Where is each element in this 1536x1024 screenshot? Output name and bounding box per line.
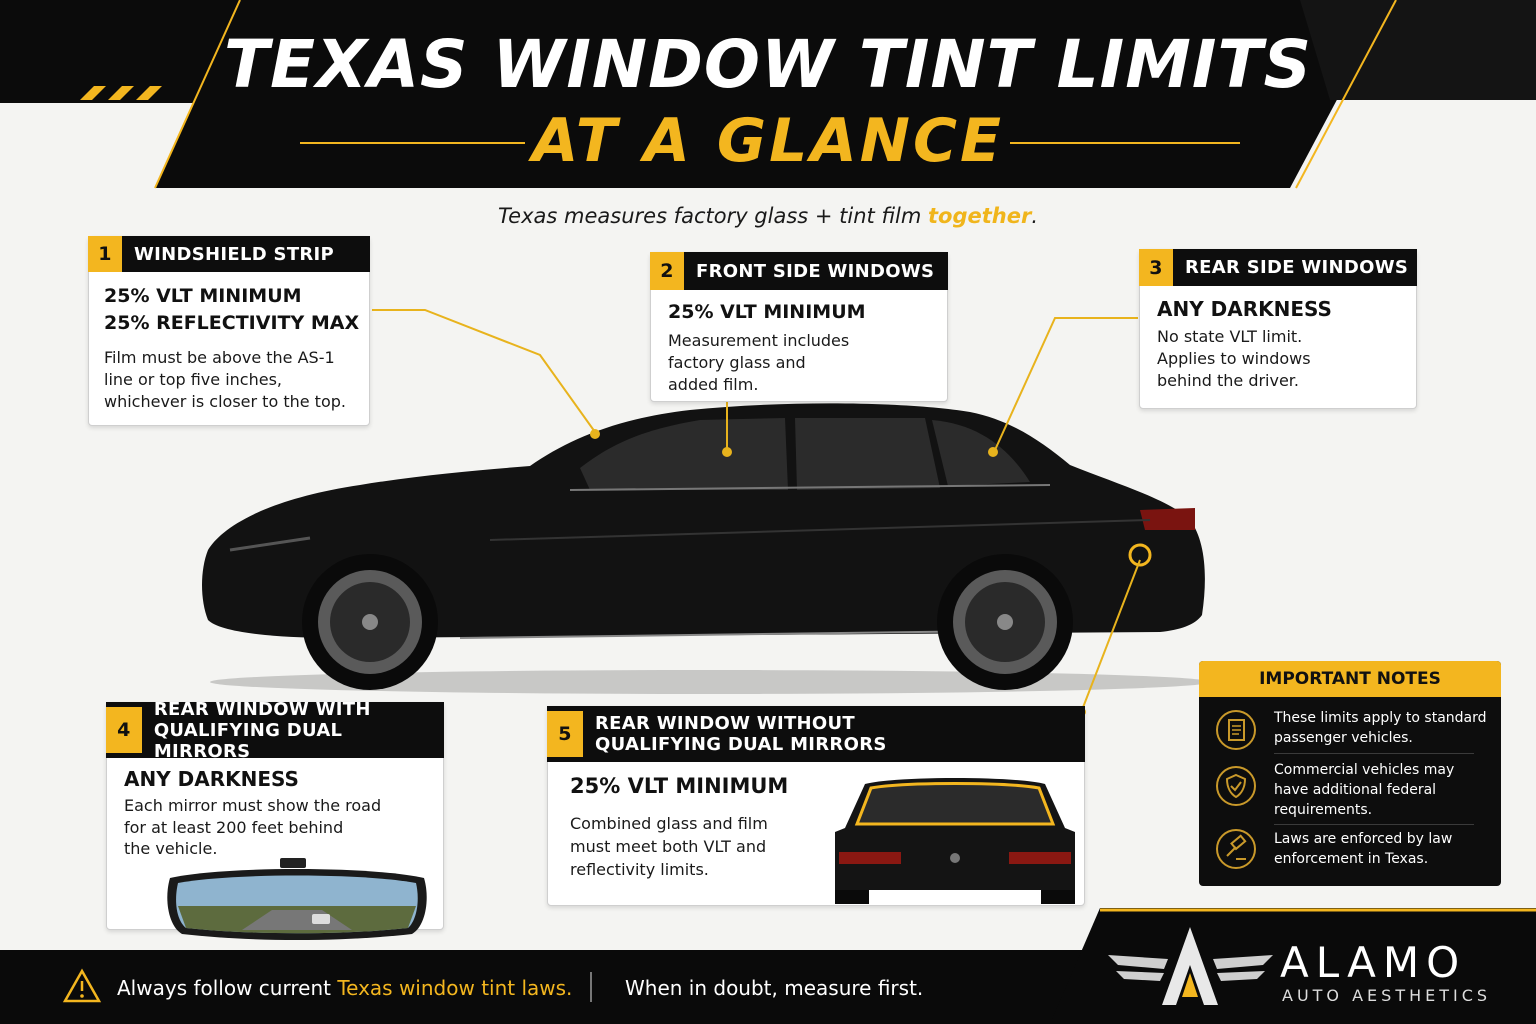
card-1-body-line: whichever is closer to the top. [104, 392, 346, 411]
subtitle-highlight: together [928, 204, 1032, 228]
card-5-number: 5 [547, 711, 583, 757]
card-3-body-line: No state VLT limit. [1157, 327, 1303, 346]
card-5-header [547, 706, 1085, 762]
subtitle-end: . [1031, 204, 1039, 228]
page-title: TEXAS WINDOW TINT LIMITS [223, 26, 1313, 103]
card-5-body-line: reflectivity limits. [570, 860, 709, 879]
card-2-vlt: 25% VLT MINIMUM [668, 301, 866, 323]
note-divider [1274, 753, 1474, 754]
card-4-body-line: the vehicle. [124, 839, 218, 858]
card-4-heading-line: QUALIFYING DUAL MIRRORS [153, 719, 343, 762]
subtitle [0, 204, 1536, 228]
card-5-vlt: 25% VLT MINIMUM [570, 774, 789, 798]
card-4-body [124, 795, 424, 860]
page-subtitle-heading: AT A GLANCE [532, 106, 1004, 176]
card-4-darkness: ANY DARKNESS [124, 767, 299, 791]
warning-icon [62, 968, 102, 1004]
card-5-body-line: must meet both VLT and [570, 837, 767, 856]
card-2-body-line: added film. [668, 375, 759, 394]
important-notes-title: IMPORTANT NOTES [1199, 661, 1501, 697]
rearview-mirror-image [162, 858, 432, 942]
card-4-header [106, 698, 444, 762]
card-4-heading [142, 699, 444, 762]
footer-warning [117, 976, 572, 1000]
note-item-3 [1274, 829, 1489, 869]
card-1-heading: WINDSHIELD STRIP [134, 243, 335, 265]
note-divider [1274, 824, 1474, 825]
note-line: enforcement in Texas. [1274, 851, 1429, 867]
alamo-logo-icon [1108, 925, 1273, 1010]
card-3-body-line: behind the driver. [1157, 371, 1299, 390]
footer-divider [590, 972, 592, 1002]
card-3-header [1139, 249, 1417, 286]
note-item-2 [1274, 760, 1489, 820]
note-line: requirements. [1274, 802, 1373, 818]
footer-warning-highlight: Texas window tint laws. [337, 976, 573, 1000]
card-4-number: 4 [106, 707, 142, 753]
gavel-icon [1216, 829, 1256, 869]
note-line: These limits apply to standard [1274, 710, 1487, 726]
note-line: have additional federal [1274, 782, 1437, 798]
card-3-body [1157, 326, 1407, 392]
card-1-header [88, 236, 370, 272]
card-5-body-line: Combined glass and film [570, 814, 768, 833]
card-4-body-line: Each mirror must show the road [124, 796, 382, 815]
card-3-body-line: Applies to windows [1157, 349, 1311, 368]
note-line: passenger vehicles. [1274, 730, 1413, 746]
card-1-number: 1 [88, 236, 122, 272]
card-1-body-line: line or top five inches, [104, 370, 282, 389]
card-2-body-line: factory glass and [668, 353, 806, 372]
card-2-number: 2 [650, 252, 684, 290]
card-1-body [104, 347, 364, 413]
card-3-darkness: ANY DARKNESS [1157, 297, 1332, 321]
card-2-heading: FRONT SIDE WINDOWS [696, 260, 935, 282]
document-icon [1216, 710, 1256, 750]
note-line: Laws are enforced by law [1274, 831, 1453, 847]
logo-tagline: AUTO AESTHETICS [1282, 986, 1492, 1005]
card-5-heading-line: REAR WINDOW WITHOUT [595, 713, 855, 734]
card-4-body-line: for at least 200 feet behind [124, 817, 344, 837]
card-1-body-line: Film must be above the AS-1 [104, 348, 335, 367]
card-1-vlt: 25% VLT MINIMUM [104, 285, 302, 307]
car-illustration [190, 390, 1230, 700]
card-4-heading-line: REAR WINDOW WITH [153, 698, 371, 720]
shield-check-icon [1216, 766, 1256, 806]
card-1-reflectivity: 25% REFLECTIVITY MAX [104, 312, 360, 334]
note-item-1 [1274, 708, 1489, 748]
rear-car-image [825, 770, 1085, 904]
subtitle-text: Texas measures factory glass + tint film [497, 204, 928, 228]
card-5-heading-line: QUALIFYING DUAL MIRRORS [595, 734, 887, 755]
card-2-body-line: Measurement includes [668, 331, 850, 350]
card-3-heading: REAR SIDE WINDOWS [1185, 257, 1409, 278]
card-5-heading [583, 713, 887, 755]
footer-tip: When in doubt, measure first. [625, 976, 924, 1000]
note-line: Commercial vehicles may [1274, 762, 1455, 778]
card-2-header [650, 252, 948, 290]
logo-wordmark: ALAMO [1280, 938, 1467, 987]
footer-warning-text: Always follow current [117, 976, 338, 1000]
card-2-body [668, 330, 938, 396]
card-5-body [570, 812, 820, 881]
card-3-number: 3 [1139, 249, 1173, 286]
